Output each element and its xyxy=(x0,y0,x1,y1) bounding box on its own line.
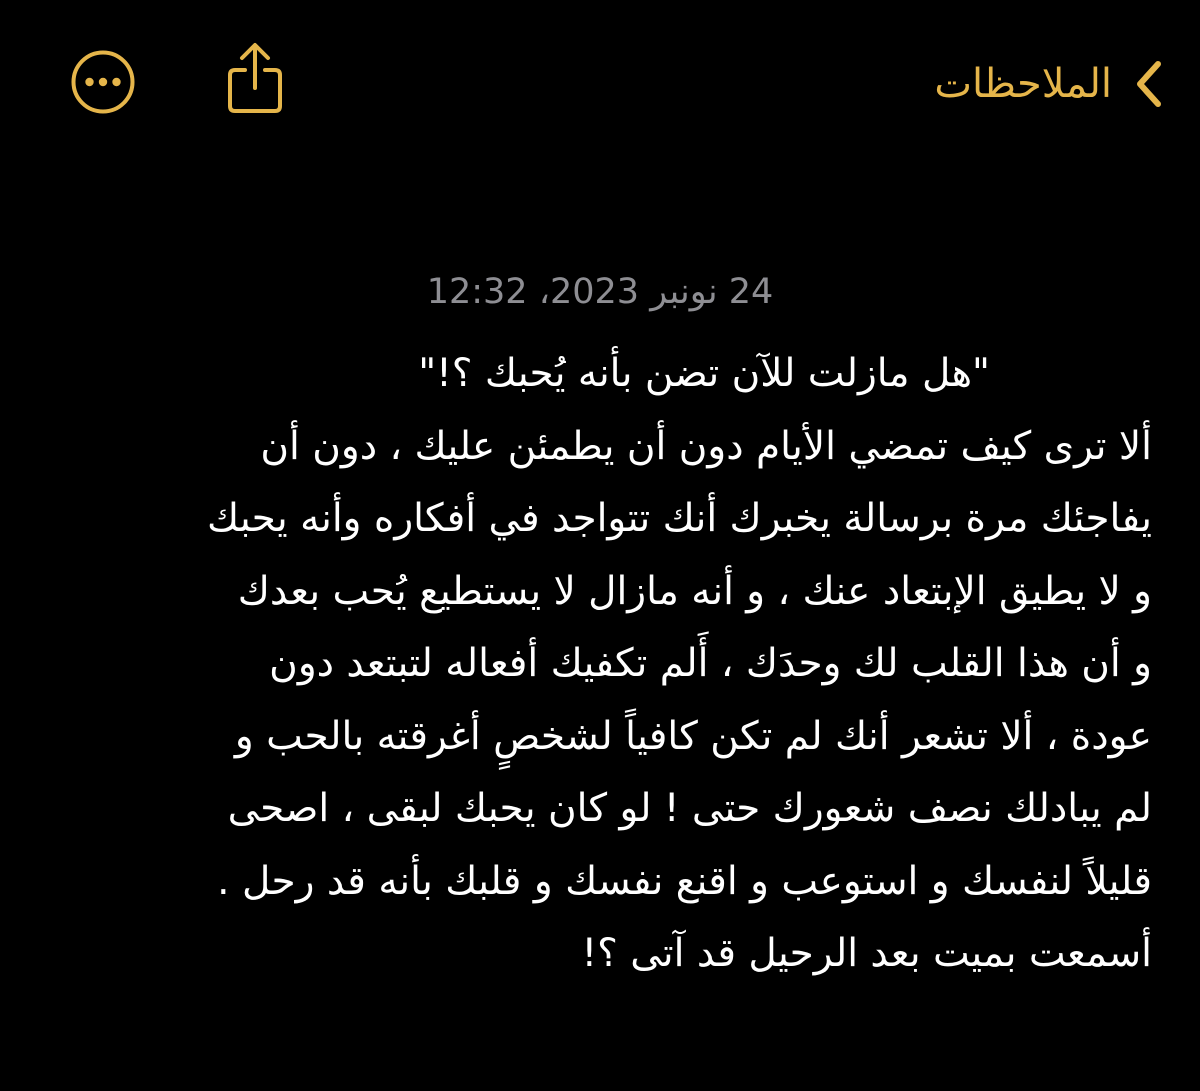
share-icon xyxy=(222,40,288,116)
note-body[interactable] xyxy=(0,338,1200,991)
share-button[interactable] xyxy=(222,40,288,116)
note-line: "هل مازلت للآن تضن بأنه يُحبك ؟!" xyxy=(418,351,990,396)
note-line: أسمعت بميت بعد الرحيل قد آتى ؟! xyxy=(581,931,1152,976)
note-line: و أن هذا القلب لك وحدَك ، أَلم تكفيك أفعاله لتبتعد دون xyxy=(269,641,1152,686)
navigation-bar xyxy=(0,0,1200,170)
note-line: و لا يطيق الإبتعاد عنك ، و أنه مازال لا يستطيع يُحب بعدك xyxy=(237,568,1152,614)
back-label: الملاحظات xyxy=(934,61,1112,107)
chevron-left-icon xyxy=(1134,59,1164,109)
note-line: ألا ترى كيف تمضي الأيام دون أن يطمئن عليك ، دون أن xyxy=(260,423,1152,469)
more-ellipsis-icon xyxy=(70,49,136,115)
note-line: عودة ، ألا تشعر أنك لم تكن كافياً لشخصٍ أغرقته بالحب و xyxy=(234,713,1152,759)
back-to-notes-button[interactable] xyxy=(934,52,1164,116)
note-line: يفاجئك مرة برسالة يخبرك أنك تتواجد في أفكاره وأنه يحبك xyxy=(207,496,1152,541)
note-timestamp: 24 نونبر 2023، 12:32 xyxy=(426,272,774,312)
note-line: قليلاً لنفسك و استوعب و اقنع نفسك و قلبك بأنه قد رحل . xyxy=(217,858,1152,904)
note-line: لم يبادلك نصف شعورك حتى ! لو كان يحبك لبقى ، اصحى xyxy=(227,786,1152,831)
more-options-button[interactable] xyxy=(70,49,136,115)
